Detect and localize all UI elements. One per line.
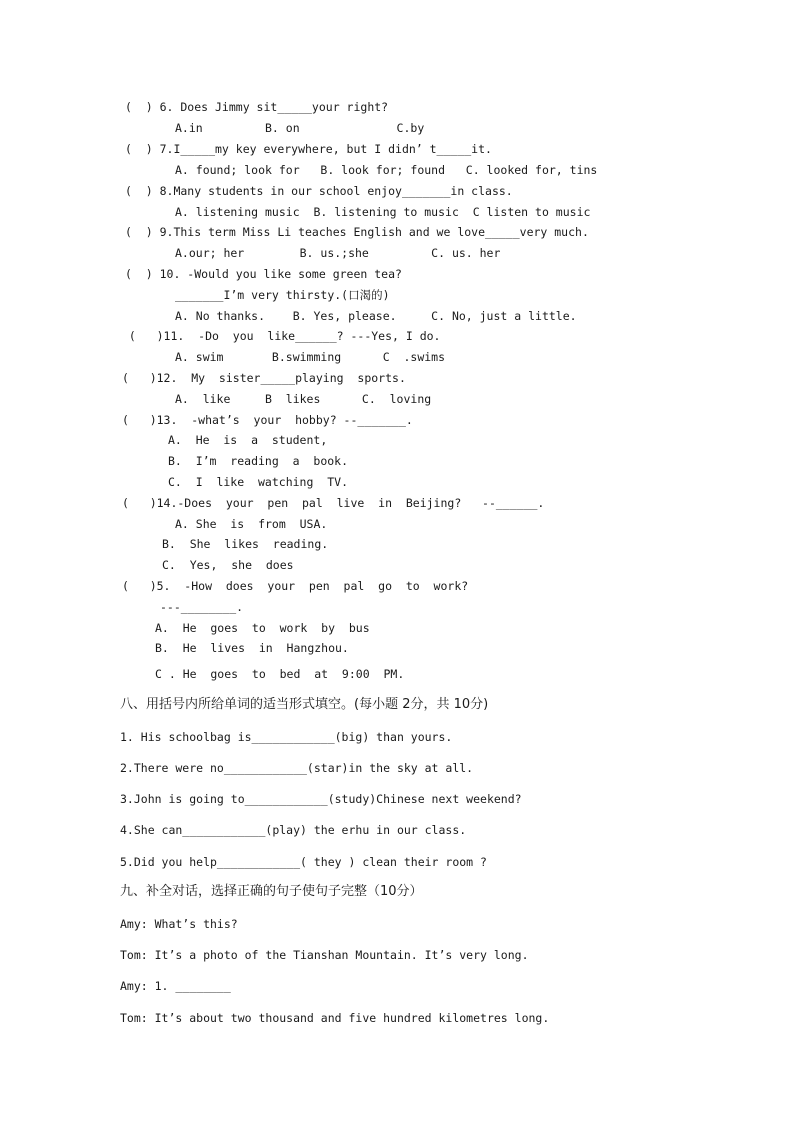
question-option: A. He is a student, [168,433,328,447]
question-stem: ( )11. -Do you like______? ---Yes, I do. [122,329,441,343]
fill-blank-item: 5.Did you help____________( they ) clean their room ? [120,855,487,869]
question-stem: ( )12. My sister_____playing sports. [122,371,406,385]
question-option: C. I like watching TV. [168,475,349,489]
question-option: C . He goes to bed at 9:00 PM. [155,667,405,681]
question-options: A. listening music B. listening to music C listen to music [175,205,591,219]
fill-blank-item: 4.She can____________(play) the erhu in our class. [120,823,467,837]
question-stem: ( ) 9.This term Miss Li teaches English and we love_____very much. [125,225,589,239]
question-stem: ( ) 7.I_____my key everywhere, but I didn’ t_____it. [125,142,492,156]
question-options: A.in B. on C.by [175,121,425,135]
question-sub: ---________. [160,600,244,614]
question-sub: _______I’m very thirsty.(口渴的) [175,288,390,302]
question-stem: ( )5. -How does your pen pal go to work? [122,579,469,593]
question-option: A. She is from USA. [175,517,328,531]
question-options: A. No thanks. B. Yes, please. C. No, just a little. [175,309,577,323]
section-heading: 八、用括号内所给单词的适当形式填空。(每小题 2分，共 10分) [120,697,489,712]
dialogue-line: Tom: It’s a photo of the Tianshan Mountain. It’s very long. [120,948,529,962]
question-option: B. He lives in Hangzhou. [155,641,349,655]
question-stem: ( )14.-Does your pen pal live in Beijing? --______. [122,496,545,510]
dialogue-line: Tom: It’s about two thousand and five hundred kilometres long. [120,1011,550,1025]
question-options: A.our; her B. us.;she C. us. her [175,246,501,260]
question-options: A. like B likes C. loving [175,392,432,406]
dialogue-line: Amy: What’s this? [120,917,238,931]
question-options: A. found; look for B. look for; found C. looked for, tins [175,163,598,177]
fill-blank-item: 3.John is going to____________(study)Chinese next weekend? [120,792,522,806]
question-option: B. She likes reading. [162,537,329,551]
fill-blank-item: 1. His schoolbag is____________(big) than yours. [120,730,453,744]
section-heading: 九、补全对话，选择正确的句子使句子完整（10分） [120,884,423,899]
question-stem: ( ) 10. -Would you like some green tea? [125,267,402,281]
question-stem: ( )13. -what’s your hobby? --_______. [122,413,413,427]
dialogue-line: Amy: 1. ________ [120,979,231,993]
question-option: C. Yes, she does [162,558,294,572]
question-stem: ( ) 6. Does Jimmy sit_____your right? [125,100,389,114]
fill-blank-item: 2.There were no____________(star)in the sky at all. [120,761,474,775]
question-stem: ( ) 8.Many students in our school enjoy_______in class. [125,184,513,198]
question-option: B. I’m reading a book. [168,454,349,468]
question-options: A. swim B.swimming C .swims [175,350,446,364]
question-option: A. He goes to work by bus [155,621,370,635]
